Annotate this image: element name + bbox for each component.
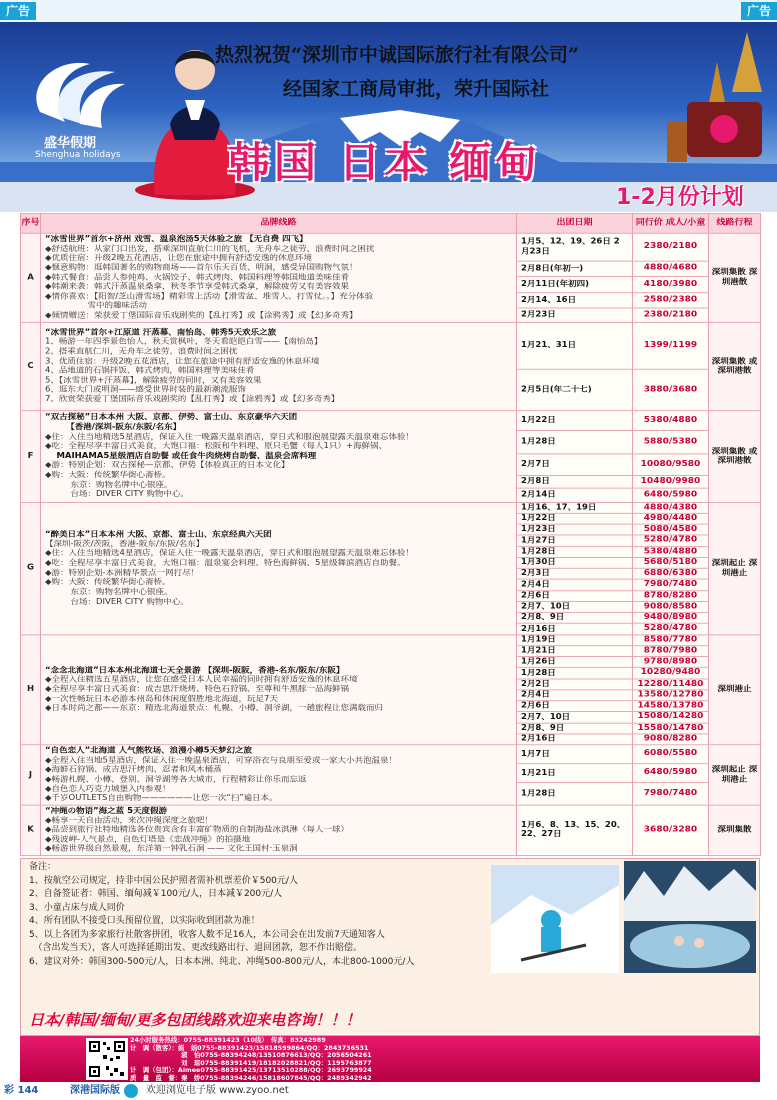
departure-date: 2月8日(年初一)	[517, 261, 633, 277]
trade-price: 10080/9580	[633, 454, 709, 476]
departure-date: 2月8日	[517, 475, 633, 488]
trade-price: 9080/8580	[633, 601, 709, 612]
route-seq: C	[21, 322, 41, 410]
service-hotline: 24小时服务热线：0755-88391423（10线） 传真：83242989	[130, 1036, 326, 1044]
trade-price: 5280/4780	[633, 624, 709, 635]
departure-date: 1月28日	[517, 546, 633, 557]
route-title: “自色恋人”北海道 人气熊牧场、浪漫小樽5天梦幻之旅	[45, 746, 253, 756]
ad-label-right: 广告	[741, 2, 777, 20]
route-detail: ◆吃：全程尽享丰富日式美食，大饱口福：松阪和牛料理、原只毛蟹（每人1只）+海鲜锅、	[45, 441, 388, 451]
headline-destinations: 韩国 日本 缅甸	[228, 138, 542, 187]
trade-price: 8780/7980	[633, 646, 709, 657]
departure-date: 1月21日	[517, 764, 633, 783]
trade-price: 6080/5580	[633, 745, 709, 764]
route-description	[41, 322, 517, 410]
logo-name-en: Shenghua holidays	[35, 150, 121, 160]
notes-title: 备注：	[29, 862, 57, 872]
trade-price: 4880/4380	[633, 502, 709, 513]
trade-price: 3680/3280	[633, 805, 709, 856]
trade-price: 12280/11480	[633, 679, 709, 690]
route-detail: 东京：购物名牌中心银座。	[45, 587, 173, 597]
departure-date: 1月28日	[517, 668, 633, 679]
departure-date: 2月16日	[517, 624, 633, 635]
itinerary-mode: 深圳港止	[709, 635, 761, 745]
page-number: 彩 144	[4, 1085, 39, 1096]
edition-logo-icon	[124, 1084, 138, 1098]
departure-date: 1月27日	[517, 535, 633, 546]
table-row	[21, 635, 761, 646]
route-detail: ◆畅享一天自由活动，来次冲绳深度之旅吧！	[45, 815, 214, 825]
trade-price: 6480/5980	[633, 488, 709, 502]
route-detail: ◆全程尽享丰富日式美食：成吉思汗烧烤、特色石狩锅、至尊和牛黑豚一品海鲜锅	[45, 684, 350, 694]
departure-date: 1月26日	[517, 657, 633, 668]
route-detail: ◆舒适航班：从家门口出发，搭乘深圳直航仁川的飞机，无舟车之徒劳、浪费时间之困扰	[45, 244, 375, 254]
route-title: “双古探秘”日本本州 大阪、京都、伊势、富士山、东京豪华六天团	[45, 413, 298, 423]
route-detail: ◆游：特别企划：双古探秘—京都、伊势【体验真正的日本文化】	[45, 461, 290, 471]
departure-date: 1月19日	[517, 635, 633, 646]
trade-price: 5880/5380	[633, 430, 709, 453]
table-row	[21, 233, 761, 261]
departure-date: 2月16日	[517, 734, 633, 745]
consult-slogan: 日本/韩国/缅甸/更多包团线路欢迎来电咨询！！！	[29, 1011, 361, 1029]
contact-line: 计 调（包团）：Aimee0755-88391425/13713510288/QQ：2693799924	[130, 1066, 372, 1075]
route-detail: 雪中的趣味活动	[45, 301, 148, 311]
route-description	[41, 502, 517, 634]
trade-price: 7980/7480	[633, 579, 709, 590]
route-title: “念念北海道”日本本州北海道七天全景游 【深圳-阪阪，香港-名东/阪东/东阪】	[45, 665, 345, 675]
table-row	[21, 410, 761, 430]
departure-date: 1月21日	[517, 646, 633, 657]
route-detail: ◆吃：全程尽享丰富日式美食，大饱口福：温泉宴会料理、特色海鲜锅、5星级舞滨酒店自助餐。	[45, 558, 406, 568]
departure-date: 1月28日	[517, 782, 633, 805]
logo-name-cn: 盛华假期	[44, 136, 97, 151]
itinerary-mode: 深圳起止 深圳港止	[709, 502, 761, 634]
trade-price: 6880/6380	[633, 568, 709, 579]
itinerary-mode: 深圳起止 深圳港止	[709, 745, 761, 805]
trade-price: 14580/13780	[633, 701, 709, 712]
route-seq: H	[21, 635, 41, 745]
route-detail: ◆住：入住当地精选4星酒店，保证入住一晚露天温泉酒店，穿日式和服泡展望露天温泉难忘体验！	[45, 549, 414, 559]
departure-date: 2月6日	[517, 590, 633, 601]
trade-price: 8780/8280	[633, 590, 709, 601]
trade-price: 2380/2180	[633, 308, 709, 322]
trade-price: 9480/8980	[633, 613, 709, 624]
departure-date: 2月11日(年初四)	[517, 277, 633, 293]
departure-date: 1月7日	[517, 745, 633, 764]
route-detail: ◆一次性畅玩日本必游本州岛和休闲度假胜地北海道，玩足7天	[45, 694, 278, 704]
table-row	[21, 322, 761, 369]
route-detail: 6、逛东大门或明洞——感受世界时装的最新潮流服饰	[45, 385, 246, 395]
headline-congrats: 热烈祝贺“深圳市中诚国际旅行社有限公司”	[215, 44, 579, 66]
route-detail: ◆全程入住精选五星酒店，让您在感受日本人民幸福的同时拥有舒适安逸的休息环境	[45, 675, 358, 685]
route-detail: ◆韩式餐食：品尝人参炖鸡、火锅饺子、韩式烤肉、韩国料理等韩国地道美味佳肴	[45, 272, 350, 282]
route-detail: ◆日本时尚之都——东京：精选北海道景点：札幌、小樽、洞爷湖，一趟旅程让您满载而归	[45, 704, 384, 714]
route-description	[41, 410, 517, 502]
trade-price: 15080/14280	[633, 712, 709, 723]
trade-price: 5080/4580	[633, 524, 709, 535]
departure-date: 1月28日	[517, 430, 633, 453]
note-item: 4、所有团队不接受口头预留位置，以实际收到团款为准！	[29, 916, 260, 926]
route-detail: 2、搭乘直航仁川，无舟车之徒劳、浪费时间之困扰	[45, 347, 238, 357]
trade-price: 5380/4880	[633, 410, 709, 430]
trade-price: 4180/3980	[633, 277, 709, 293]
departure-date: 1月16、17、19日	[517, 502, 633, 513]
itinerary-mode: 深圳集散	[709, 805, 761, 856]
departure-date: 2月8、9日	[517, 723, 633, 734]
note-item: 1、按航空公司规定，持非中国公民护照者需补机票差价￥500元/人	[29, 875, 298, 886]
trade-price: 5280/4780	[633, 535, 709, 546]
note-item: 6、建议对外：韩国300-500元/人，日本本洲、纯北、冲绳500-800元/人，本北800-1000元/人	[29, 956, 415, 967]
trade-price: 4880/4680	[633, 261, 709, 277]
departure-date: 2月8、9日	[517, 613, 633, 624]
route-detail: 【深圳-阪茨/茨阪，香港-阪东/东阪/名东】	[45, 539, 205, 549]
ad-label-left: 广告	[0, 2, 36, 20]
header-route: 品牌线路	[41, 213, 517, 233]
trade-price: 3880/3680	[633, 369, 709, 410]
departure-date: 2月3日	[517, 568, 633, 579]
route-detail: ◆海鲜石狩锅、成吉思汗烤肉、忍者和风木桶蒸	[45, 765, 222, 775]
trade-price: 4980/4480	[633, 513, 709, 524]
qr-code-icon[interactable]	[86, 1038, 128, 1080]
hero-banner	[0, 22, 777, 212]
departure-date: 2月14、16日	[517, 292, 633, 308]
route-detail: ◆自色恋人巧克力城堡入内参观！	[45, 784, 171, 794]
departure-date: 1月6、8、13、15、20、22、27日	[517, 805, 633, 856]
headline-approval: 经国家工商局审批，荣升国际社	[283, 78, 550, 100]
route-title: “冰雪世界”首尔+济州 戏雪、温泉泡汤5天体验之旅 【无自费 四飞】	[45, 234, 308, 244]
trade-price: 7980/7480	[633, 782, 709, 805]
departure-date: 2月7日	[517, 454, 633, 476]
route-detail: ◆倾情赠送：荣获爱丁堡国际音乐戏剧奖的【乱打秀】或【涂鸦秀】或【幻多奇秀】	[45, 311, 358, 321]
route-detail: ◆情你喜欢：【阳智/芝山滑雪场】精彩雪上活动【滑雪盆、堆雪人、打雪仗。。】充分体验	[45, 292, 374, 302]
header-seq: 序号	[21, 213, 41, 233]
route-detail: ◆千岁OUTLETS自由购物——————让您一次“扫”遍日本。	[45, 794, 278, 804]
route-title: MAIHAMA5星级酒店自助餐 或任食牛肉烧烤自助餐、温泉会席料理	[45, 451, 317, 461]
route-detail: 5、【冰雪世界+汗蒸幕】，解除疲劳的同时，又有美容效果	[45, 375, 262, 385]
route-detail: ◆购：大阪：传统繁华街心斋桥。	[45, 577, 171, 587]
route-detail: ◆品尝到旅行社特地精选各位贵宾含有丰富矿物质的自制海盐冰淇淋（每人一球）	[45, 825, 350, 835]
edition-brand: 深港国际版	[70, 1085, 120, 1096]
departure-date: 2月4日	[517, 579, 633, 590]
departure-date: 2月6日	[517, 701, 633, 712]
departure-date: 2月4日	[517, 690, 633, 701]
departure-date: 1月23日	[517, 524, 633, 535]
route-detail: 4、品地道的石锅拌饭、韩式烤肉，韩国料理等美味佳肴	[45, 366, 255, 376]
route-detail: ◆韩潮来袭：韩式汗蒸温泉桑拿，秋冬季节享受韩式桑拿，解除疲劳又有美容效果	[45, 282, 350, 292]
route-description	[41, 635, 517, 745]
route-title: “醉美日本”日本本州 大阪、京都、富士山、东京经典六天团	[45, 530, 272, 540]
table-row	[21, 745, 761, 764]
route-detail: 1、畅游一年四季景色怡人，秋天赏枫叶，冬天看皑皑白雪——【南怡岛】	[45, 337, 323, 347]
table-header-row	[21, 213, 761, 233]
route-detail: 7、欣赏荣获爱丁堡国际音乐戏剧奖的【乱打秀】或【涂鸦秀】或【幻多奇秀】	[45, 394, 340, 404]
route-seq: A	[21, 233, 41, 322]
landmark-collage-icon	[627, 22, 777, 172]
departure-date: 1月22日	[517, 410, 633, 430]
route-description	[41, 233, 517, 322]
trade-price: 10480/9980	[633, 475, 709, 488]
departure-date: 2月7、10日	[517, 601, 633, 612]
table-row	[21, 502, 761, 513]
route-seq: F	[21, 410, 41, 502]
trade-price: 5380/4880	[633, 546, 709, 557]
trade-price: 6480/5980	[633, 764, 709, 783]
departure-date: 2月2日	[517, 679, 633, 690]
trade-price: 9780/8980	[633, 657, 709, 668]
route-detail: 台场：DIVER CITY 购物中心。	[45, 489, 189, 499]
route-detail: ◆全程入住当地5星酒店，保证入住一晚温泉酒店，可穿浴衣与良朋至爱或一家大小共泡温泉！	[45, 755, 397, 765]
note-item: 3、小童占床与成人同价	[29, 902, 125, 913]
header-dates: 出团日期	[517, 213, 633, 233]
trade-price: 15580/14780	[633, 723, 709, 734]
ad-bar	[0, 0, 777, 22]
contact-line: 淑 怡0755-88394248/13510876613/QQ：2056504261	[130, 1051, 372, 1060]
route-detail: ◆购：大阪：传统繁华街心斋桥。	[45, 470, 171, 480]
trade-price: 1399/1199	[633, 322, 709, 369]
contact-line: 刘 琼0755-88391419/18182028821/QQ：1195763877	[130, 1058, 372, 1067]
note-item: （含出发当天），客人可选择延期出发、更改线路出行、退回团款，恕不作出赔偿。	[29, 943, 363, 953]
departure-date: 2月7、10日	[517, 712, 633, 723]
route-title: “冲绳の物语”海之蓝 5天度假游	[45, 806, 168, 816]
departure-date: 1月22日	[517, 513, 633, 524]
route-title: “冰雪世界”首尔+江原道 汗蒸幕、南怡岛、韩秀5天欢乐之旅	[45, 327, 277, 337]
trade-price: 2580/2380	[633, 292, 709, 308]
header-itinerary: 线路行程	[709, 213, 761, 233]
itinerary-mode: 深圳集散 或 深圳港散	[709, 410, 761, 502]
trade-price: 8580/7780	[633, 635, 709, 646]
route-seq: K	[21, 805, 41, 856]
route-detail: ◆游：特别企划-本洲精华景点一网打尽！	[45, 568, 200, 578]
route-detail: 台场：DIVER CITY 购物中心。	[45, 597, 189, 607]
trade-price: 5680/5180	[633, 557, 709, 568]
table-row	[21, 805, 761, 856]
departure-date: 2月14日	[517, 488, 633, 502]
route-detail: ◆优质住宿：升级2晚五花酒店，让您在旅途中拥有舒适安逸的休息环境	[45, 253, 312, 263]
price-table	[20, 213, 761, 856]
route-detail: 3、优质住宿：升级2晚五花酒店，让您在旅途中拥有舒适安逸的休息环境	[45, 356, 320, 366]
route-description	[41, 805, 517, 856]
itinerary-mode: 深圳集散 或 深圳港散	[709, 322, 761, 410]
departure-date: 1月5、12、19、26日 2月23日	[517, 233, 633, 261]
route-detail: ◆残波岬-人气景点，自色灯塔是《恋战冲绳》的拍摄地	[45, 835, 251, 845]
departure-date: 2月5日(年二十七)	[517, 369, 633, 410]
trade-price: 2380/2180	[633, 233, 709, 261]
contact-line: 质 量 监 督：秦 娇0755-88394246/15818607845/QQ：2489342942	[130, 1073, 372, 1082]
headline-period: 1-2月份计划	[616, 185, 744, 210]
note-item: 5、以上各团为多家旅行社散客拼团，收客人数不足16人，本公司会在出发前7天通知客人	[29, 929, 385, 940]
route-description	[41, 745, 517, 805]
website-link[interactable]: 欢迎浏览电子版 www.zyoo.net	[146, 1085, 289, 1096]
route-detail: ◆畅游世界级自然景观，东洋第一钟乳石洞 —— 文化王国村·玉泉洞	[45, 844, 298, 854]
route-title: 【香港/深圳-阪东/东阪/名东】	[45, 422, 182, 432]
contact-lines	[130, 1036, 758, 1082]
route-seq: J	[21, 745, 41, 805]
note-item: 2、自备签证者：韩国、缅甸减￥100元/人，日本减￥200元/人	[29, 889, 283, 899]
route-detail: 东京：购物名牌中心银座。	[45, 480, 173, 490]
trade-price: 9080/8280	[633, 734, 709, 745]
trade-price: 13580/12780	[633, 690, 709, 701]
departure-date: 1月30日	[517, 557, 633, 568]
header-price: 同行价 成人/小童	[633, 213, 709, 233]
itinerary-mode: 深圳集散 深圳港散	[709, 233, 761, 322]
route-detail: ◆惬意购物：逛韩国著名的购物商场——首尔乐天百货、明洞，感受异国购物气氛！	[45, 263, 358, 273]
route-seq: G	[21, 502, 41, 634]
route-detail: ◆畅游札幌、小樽、登别、洞爷湖等各大城市，行程精彩让你乐而忘返	[45, 774, 307, 784]
departure-date: 2月23日	[517, 308, 633, 322]
route-detail: ◆住：入住当地精选5星酒店，保证入住一晚露天温泉酒店，穿日式和服泡展望露天温泉难忘体验！	[45, 432, 414, 442]
departure-date: 1月21、31日	[517, 322, 633, 369]
page-footer	[0, 1082, 777, 1100]
contact-line: 计 调（散客）：娟 娟0755-88391423/15818599864/QQ：2843736531	[130, 1043, 369, 1052]
trade-price: 10280/9480	[633, 668, 709, 679]
